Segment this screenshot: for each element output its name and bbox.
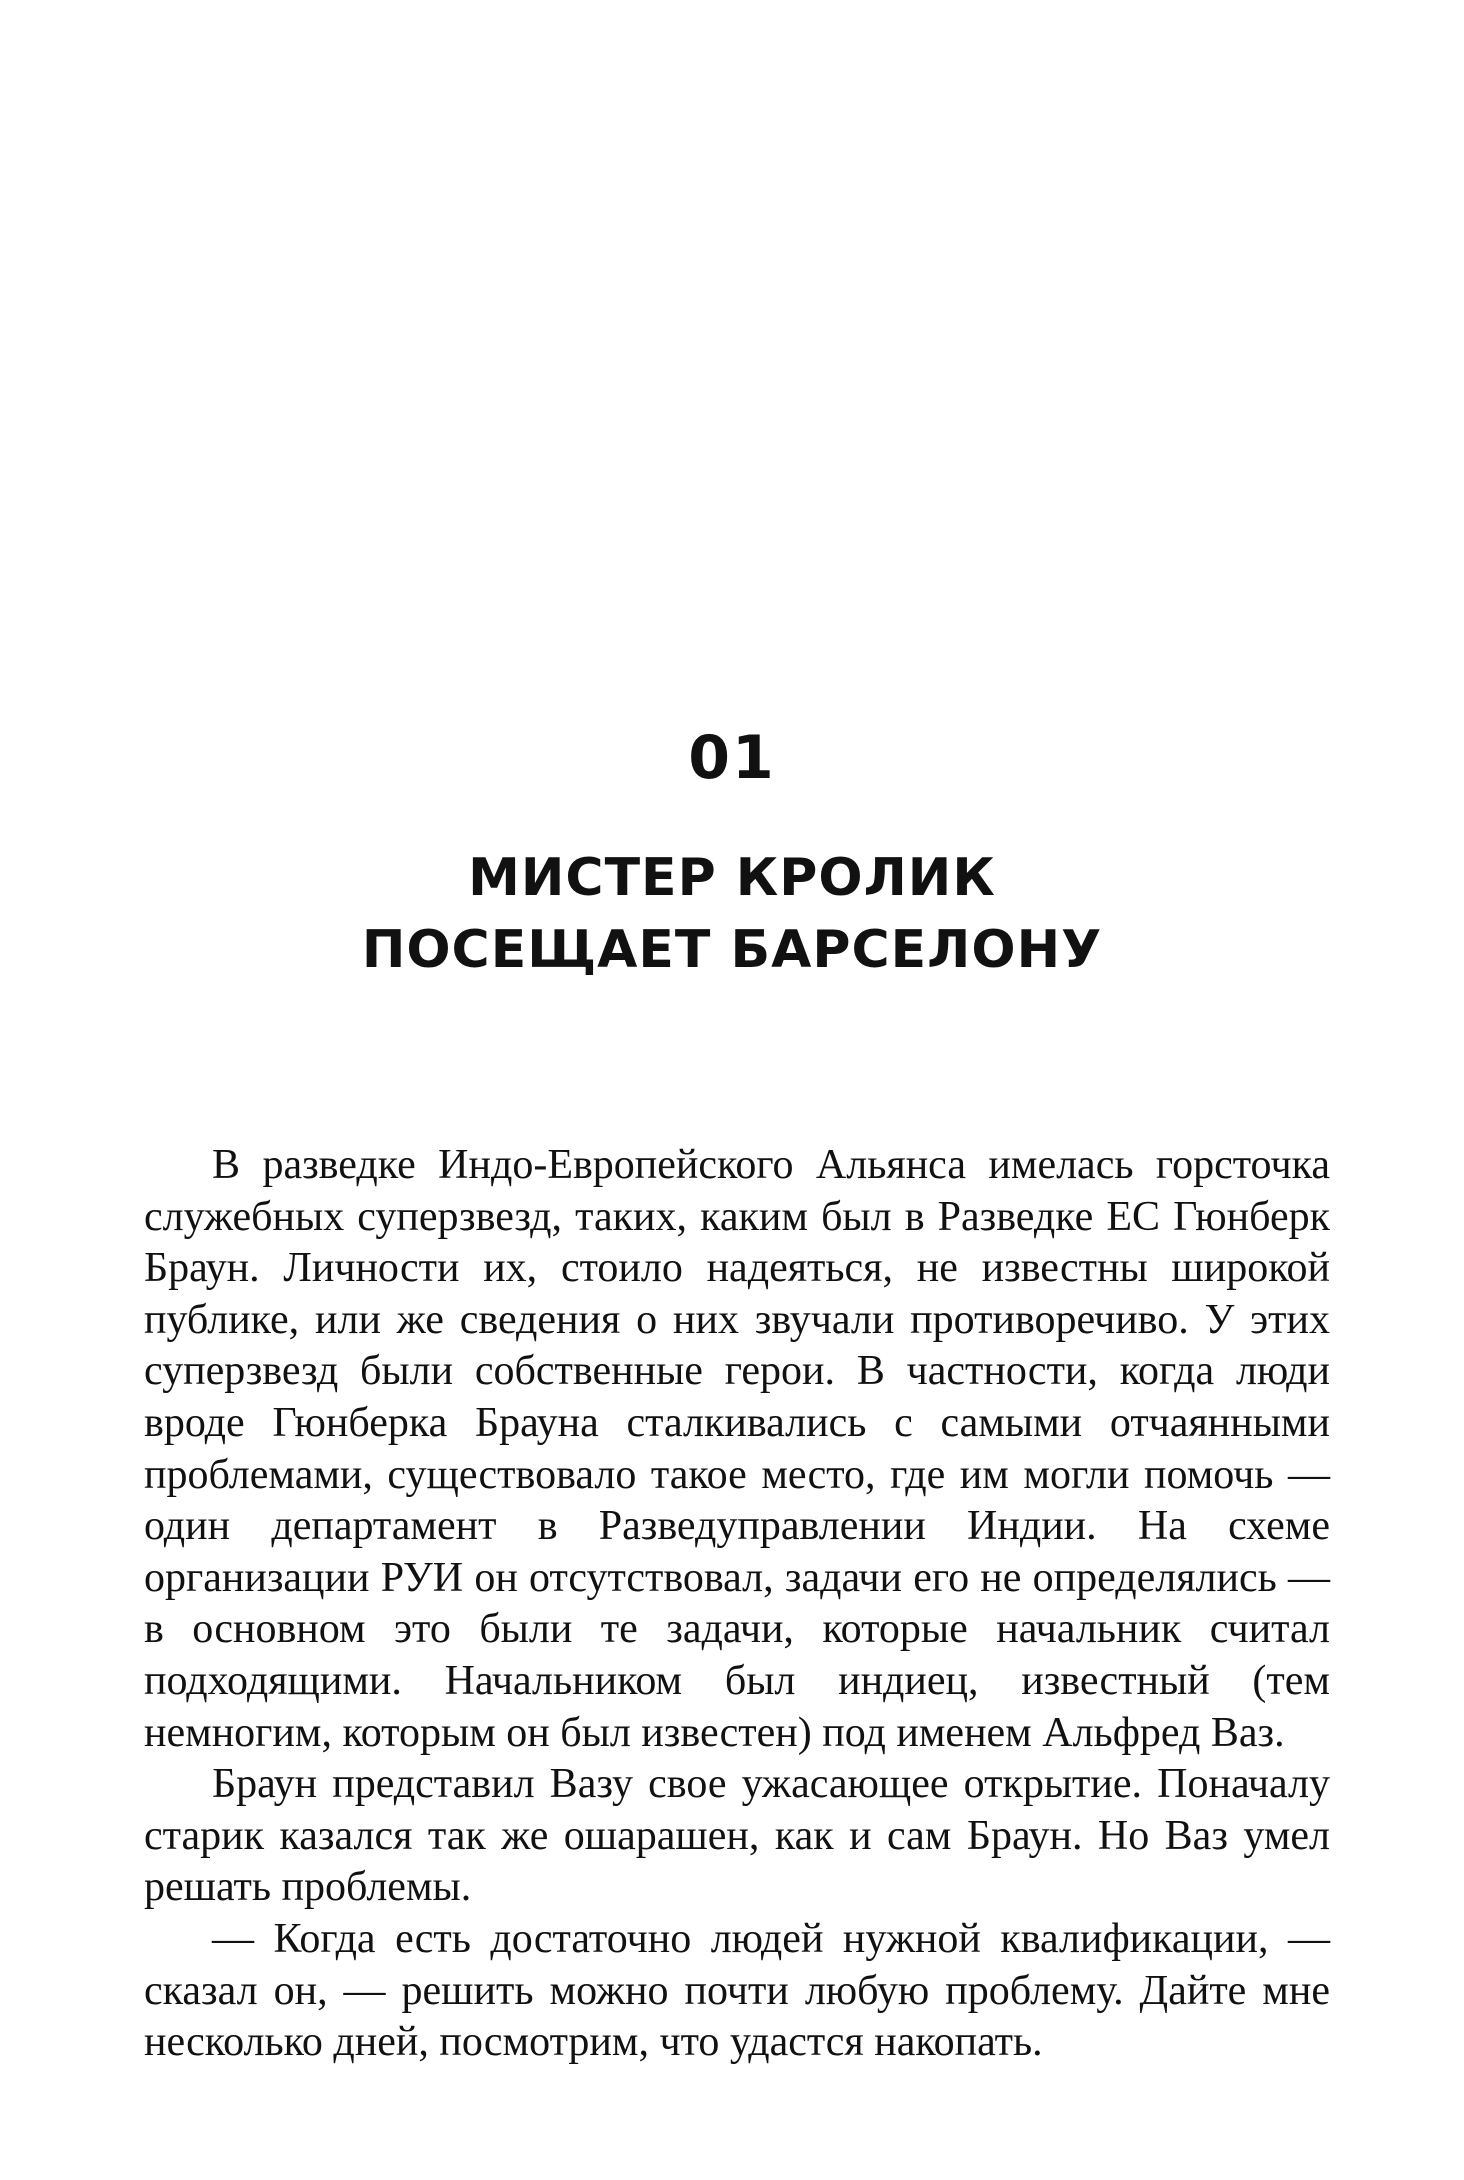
- chapter-title-line-2: ПОСЕЩАЕТ БАРСЕЛОНУ: [361, 920, 1103, 980]
- paragraph: Браун представил Вазу свое ужасающее открытие. Поначалу старик казался так же ошарашен, как и сам Браун. Но Ваз умел решать проблемы.: [144, 1761, 1330, 1911]
- chapter-title-line-1: МИСТЕР КРОЛИК: [468, 848, 996, 908]
- paragraph: — Когда есть достаточно людей нужной квалификации, — сказал он, — решить можно почти любую проблему. Дайте мне несколько дней, посмотрим, что удастся накопать.: [144, 1915, 1330, 2066]
- paragraph: В разведке Индо-Европейского Альянса имелась горсточка служебных суперзвезд, таких, каким был в Разведке ЕС Гюнберк Браун. Личности их, стоило надеяться, не известны широкой публике, или же сведения о них звучали противоречиво. У этих суперзвезд были собственные герои. В частности, когда люди вроде Гюнберка Брауна сталкивались с самыми отчаянными проблемами, существовало такое место, где им могли помочь — один департамент в Разведуправлении Индии. На схеме организации РУИ он отсутствовал, задачи его не определялись — в основном это были те задачи, которые начальник считал подходящими. Начальником был индиец, известный (тем немногим, которым он был известен) под именем Альфред Ваз.: [144, 1142, 1330, 1756]
- chapter-number: 01: [688, 723, 776, 793]
- body-text: [144, 1140, 1330, 2069]
- chapter-title: [0, 842, 1464, 986]
